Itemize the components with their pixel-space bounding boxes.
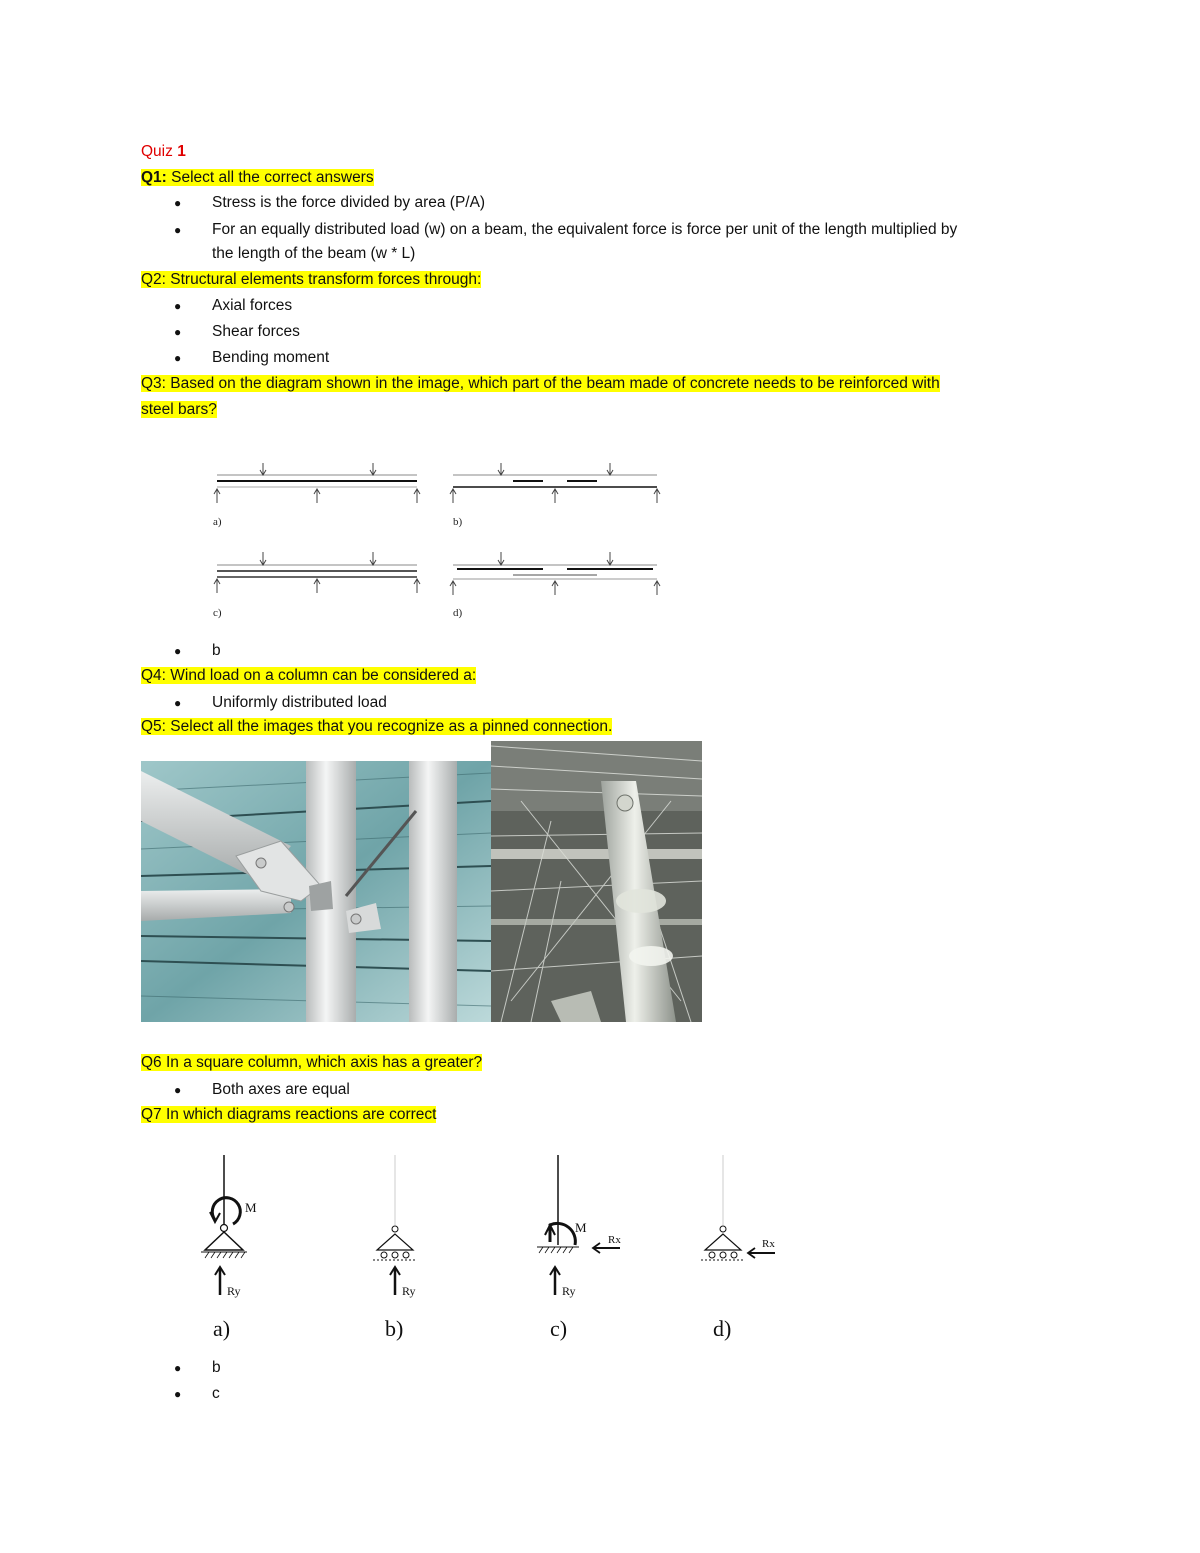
q2-answer-1: Axial forces	[212, 297, 293, 314]
ry-label-b: Ry	[402, 1284, 416, 1298]
pinned-connection-photo-1	[141, 761, 491, 1022]
bullet-icon: ●	[174, 1361, 182, 1375]
moment-label-c: M	[575, 1220, 587, 1235]
q3-heading-line2	[141, 400, 217, 420]
q7-text: Q7 In which diagrams reactions are correct	[141, 1106, 437, 1123]
rx-label-c: Rx	[608, 1234, 621, 1246]
q6-text: Q6 In a square column, which axis has a greater?	[141, 1054, 483, 1071]
bullet-icon: ●	[174, 1387, 182, 1401]
q3-heading-line1	[141, 374, 940, 394]
q2-answer-2: Shear forces	[212, 323, 300, 340]
bullet-icon: ●	[174, 1083, 182, 1097]
q5-text: Q5: Select all the images that you recognize as a pinned connection.	[141, 718, 613, 735]
bullet-icon: ●	[174, 299, 182, 313]
q2-heading	[141, 270, 481, 290]
moment-label-a: M	[245, 1200, 257, 1215]
bullet-icon: ●	[174, 351, 182, 365]
beam-option-d	[450, 552, 660, 595]
support-b	[373, 1155, 417, 1295]
ry-label-a: Ry	[227, 1284, 241, 1298]
q1-text: Select all the correct answers	[166, 169, 374, 186]
q3-text-1: Q3: Based on the diagram shown in the image, which part of the beam made of concrete needs to be reinforced with	[141, 375, 940, 392]
ry-label-c: Ry	[562, 1284, 576, 1298]
bullet-icon: ●	[174, 223, 182, 237]
q3-text-2: steel bars?	[141, 401, 217, 418]
q1-answer-2: For an equally distributed load (w) on a beam, the equivalent force is force per unit of the length multiplied by	[212, 221, 958, 238]
q3-answer-1: b	[212, 642, 221, 659]
bullet-icon: ●	[174, 696, 182, 710]
reaction-label-d: d)	[713, 1316, 732, 1341]
beam-label-b: b)	[453, 516, 463, 528]
beam-label-a: a)	[213, 516, 222, 528]
beam-reinforcement-diagram	[205, 455, 675, 625]
q4-heading	[141, 666, 476, 686]
q1-answer-1: Stress is the force divided by area (P/A)	[212, 194, 486, 211]
q4-text: Q4: Wind load on a column can be considered a:	[141, 667, 477, 684]
bullet-icon: ●	[174, 196, 182, 210]
beam-label-d: d)	[453, 607, 463, 619]
q1-answer-2-cont: the length of the beam (w * L)	[212, 245, 416, 262]
quiz-title	[141, 142, 186, 162]
q2-answer-3: Bending moment	[212, 349, 330, 366]
support-a	[201, 1155, 247, 1295]
q6-answer-1: Both axes are equal	[212, 1081, 350, 1098]
beam-option-b	[450, 463, 660, 503]
bullet-icon: ●	[174, 325, 182, 339]
rx-label-d: Rx	[762, 1238, 775, 1250]
q5-heading	[141, 717, 612, 737]
q1-label: Q1:	[141, 169, 167, 186]
beam-option-c	[214, 552, 420, 593]
q7-answer-1: b	[212, 1359, 221, 1376]
reaction-label-a: a)	[213, 1316, 231, 1341]
reactions-diagram	[195, 1150, 795, 1345]
q1-heading	[141, 168, 374, 188]
reaction-label-c: c)	[550, 1316, 568, 1341]
q7-answer-2: c	[212, 1385, 220, 1402]
quiz-number: 1	[177, 143, 186, 160]
beam-option-a	[214, 463, 420, 503]
q2-text: Q2: Structural elements transform forces through:	[141, 271, 482, 288]
beam-label-c: c)	[213, 607, 222, 619]
q6-heading	[141, 1053, 482, 1073]
pinned-connection-photo-2	[491, 741, 702, 1022]
quiz-title-text: Quiz	[141, 143, 178, 160]
bullet-icon: ●	[174, 644, 182, 658]
reaction-label-b: b)	[385, 1316, 404, 1341]
q4-answer-1: Uniformly distributed load	[212, 694, 387, 711]
q7-heading	[141, 1105, 436, 1125]
